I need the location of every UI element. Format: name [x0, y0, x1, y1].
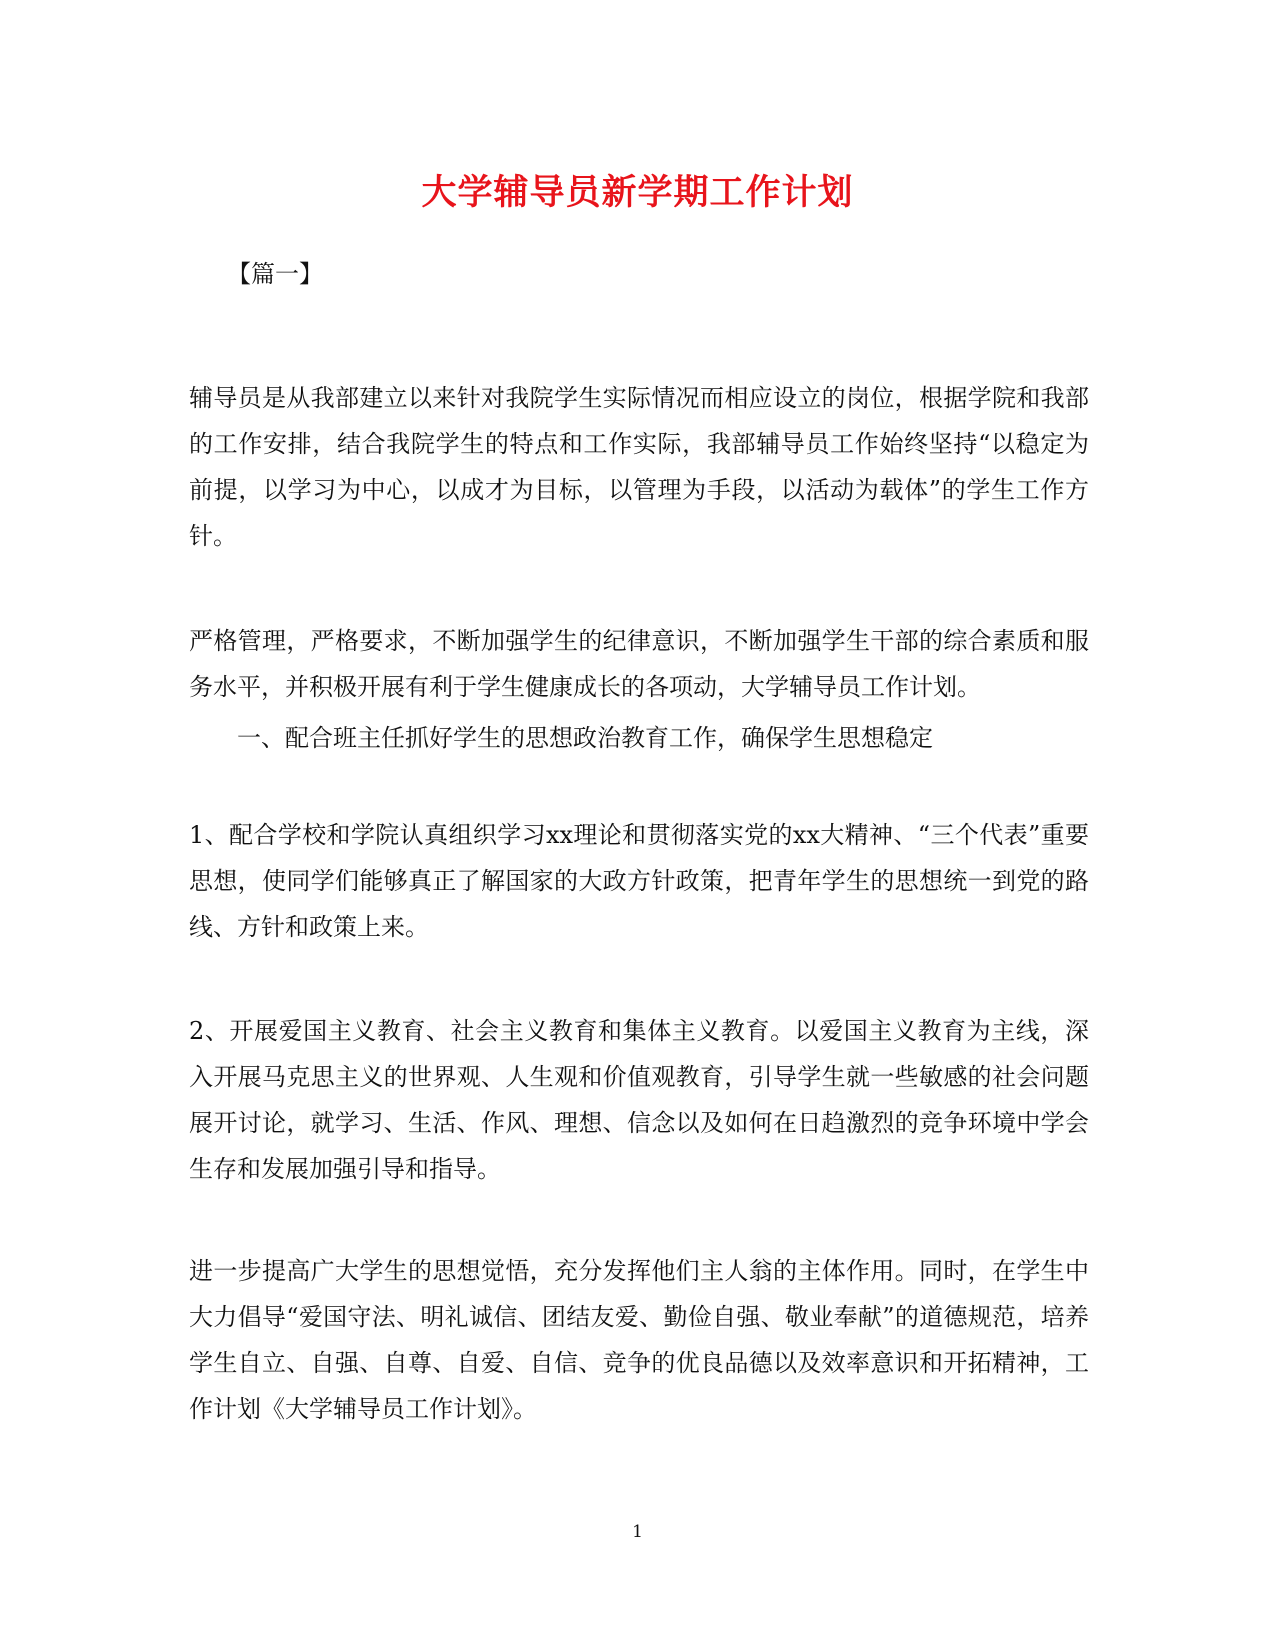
- closing-paragraph: 进一步提高广大学生的思想觉悟，充分发挥他们主人翁的主体作用。同时，在学生中大力倡导“爱国守法、明礼诚信、团结友爱、勤俭自强、敬业奉献”的道德规范，培养学生自立、自强、自尊、自爱、自信、竞争的优良品德以及效率意识和开拓精神，工作计划《大学辅导员工作计划》。: [189, 1257, 1089, 1423]
- management-paragraph: 严格管理，严格要求，不断加强学生的纪律意识，不断加强学生干部的综合素质和服务水平，并积极开展有利于学生健康成长的各项动，大学辅导员工作计划。: [189, 627, 1089, 701]
- intro-paragraph: 辅导员是从我部建立以来针对我院学生实际情况而相应设立的岗位，根据学院和我部的工作安排，结合我院学生的特点和工作实际，我部辅导员工作始终坚持“以稳定为前提，以学习为中心，以成才为目标，以管理为手段，以活动为载体”的学生工作方针。: [189, 384, 1089, 550]
- list-item-2: 2、开展爱国主义教育、社会主义教育和集体主义教育。以爱国主义教育为主线，深入开展马克思主义的世界观、人生观和价值观教育，引导学生就一些敏感的社会问题展开讨论，就学习、生活、作风、理想、信念以及如何在日趋激烈的竞争环境中学会生存和发展加强引导和指导。: [189, 1017, 1089, 1183]
- section-heading: 一、配合班主任抓好学生的思想政治教育工作，确保学生思想稳定: [237, 724, 933, 752]
- list-item-1: 1、配合学校和学院认真组织学习xx理论和贯彻落实党的xx大精神、“三个代表”重要思想，使同学们能够真正了解国家的大政方针政策，把青年学生的思想统一到党的路线、方针和政策上来。: [189, 821, 1089, 941]
- page-number: 1: [632, 1522, 643, 1542]
- document-title: 大学辅导员新学期工作计划: [421, 172, 854, 213]
- section-label: 【篇一】: [227, 260, 323, 288]
